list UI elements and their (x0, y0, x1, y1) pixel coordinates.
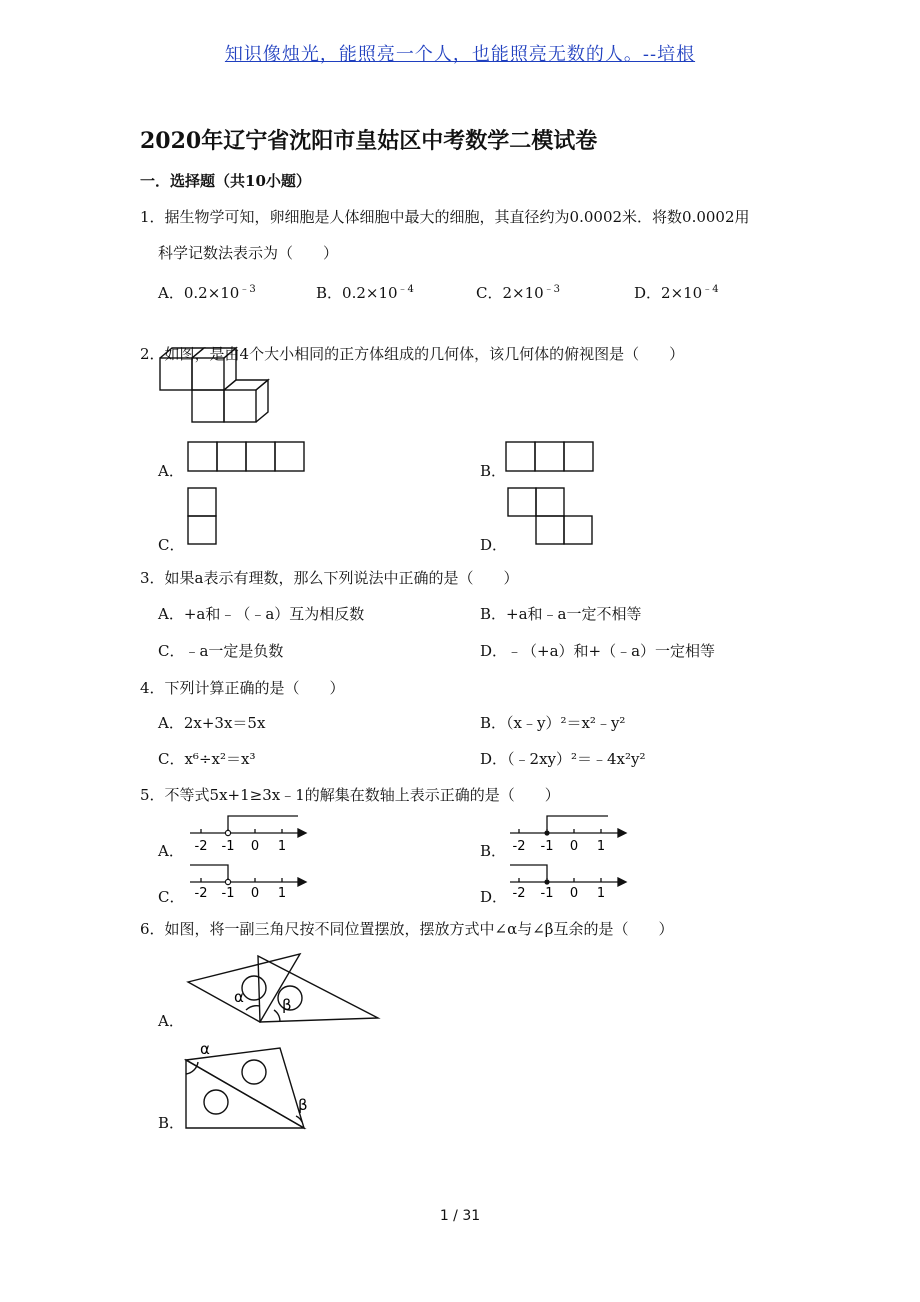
beta-label: β (298, 1096, 308, 1114)
q4-option-a: A．2x+3x＝5x (158, 714, 266, 732)
q1-option-d: D．$2\times 10^{﹣4}$ (634, 284, 719, 302)
page-title: 2020年辽宁省沈阳市皇姑区中考数学二模试卷 (140, 128, 598, 154)
q2-option-a-figure (187, 441, 305, 473)
q3-option-b: B．+a和﹣a一定不相等 (480, 605, 642, 623)
tick-label: 0 (569, 886, 579, 901)
q6-option-a-figure (186, 952, 382, 1026)
q2-option-b-figure (505, 441, 595, 473)
q5-option-c-number-line (188, 860, 308, 902)
section-heading: 一．选择题（共10小题） (140, 172, 311, 190)
q4-option-d: D．（﹣2xy）²＝﹣4x²y² (480, 750, 646, 768)
q2-option-b-label: B． (480, 462, 507, 480)
tick-label: 1 (596, 839, 606, 854)
tick-label: 1 (277, 886, 287, 901)
q5-option-b-number-line (508, 814, 628, 856)
q2-cube-figure (158, 346, 270, 428)
tick-label: -2 (512, 886, 526, 901)
tick-label: 1 (596, 886, 606, 901)
q6-option-a-label: A． (158, 1012, 184, 1030)
q5-option-b-label: B． (480, 842, 507, 860)
tick-label: -1 (221, 886, 235, 901)
alpha-label: α (234, 988, 244, 1006)
tick-label: -2 (194, 886, 208, 901)
q6-option-b-figure (184, 1040, 332, 1132)
q6-option-b-label: B． (158, 1114, 185, 1132)
q5-option-d-label: D． (480, 888, 508, 906)
tick-label: -2 (194, 839, 208, 854)
q4-option-b: B．（x﹣y）²＝x²﹣y² (480, 714, 626, 732)
q1-option-b: B．$0.2\times 10^{﹣4}$ (316, 284, 414, 302)
question-3-text: 3．如果a表示有理数，那么下列说法中正确的是（ ） (140, 569, 519, 587)
question-1-line-1: 1．据生物学可知，卵细胞是人体细胞中最大的细胞，其直径约为0.0002米．将数0.0002用 (140, 208, 750, 226)
page-number: 1 / 31 (439, 1208, 481, 1224)
q2-option-d-label: D． (480, 536, 508, 554)
q5-option-a-number-line (188, 814, 308, 856)
q1-option-c: C．$2\times 10^{﹣3}$ (476, 284, 561, 302)
q2-option-c-figure (187, 487, 219, 547)
question-2-text: 2．如图，是由4个大小相同的正方体组成的几何体，该几何体的俯视图是（ ） (140, 345, 685, 363)
q3-option-c: C．﹣a一定是负数 (158, 642, 284, 660)
question-1-line-2: 科学记数法表示为（ ） (158, 244, 339, 262)
q3-option-a: A．+a和﹣（﹣a）互为相反数 (158, 605, 365, 623)
q2-option-c-label: C． (158, 536, 185, 554)
tick-label: -1 (540, 886, 554, 901)
q5-option-a-label: A． (158, 842, 184, 860)
question-6-text: 6．如图，将一副三角尺按不同位置摆放，摆放方式中∠α与∠β互余的是（ ） (140, 920, 674, 938)
tick-label: -2 (512, 839, 526, 854)
question-4-text: 4．下列计算正确的是（ ） (140, 679, 345, 697)
q4-option-c: C．x⁶÷x²＝x³ (158, 750, 256, 768)
tick-label: 0 (250, 886, 260, 901)
q2-option-d-figure (507, 487, 597, 547)
page-header-quote: 知识像烛光，能照亮一个人，也能照亮无数的人。--培根 (224, 44, 696, 65)
tick-label: 1 (277, 839, 287, 854)
q5-option-d-number-line (508, 860, 628, 902)
alpha-label: α (200, 1040, 210, 1058)
q1-option-a: A．$0.2\times 10^{﹣3}$ (158, 284, 256, 302)
beta-label: β (282, 996, 292, 1014)
tick-label: 0 (250, 839, 260, 854)
tick-label: 0 (569, 839, 579, 854)
q3-option-d: D．﹣（+a）和+（﹣a）一定相等 (480, 642, 716, 660)
tick-label: -1 (540, 839, 554, 854)
q5-option-c-label: C． (158, 888, 185, 906)
question-5-text: 5．不等式5x+1≥3x﹣1的解集在数轴上表示正确的是（ ） (140, 786, 560, 804)
q2-option-a-label: A． (158, 462, 184, 480)
tick-label: -1 (221, 839, 235, 854)
